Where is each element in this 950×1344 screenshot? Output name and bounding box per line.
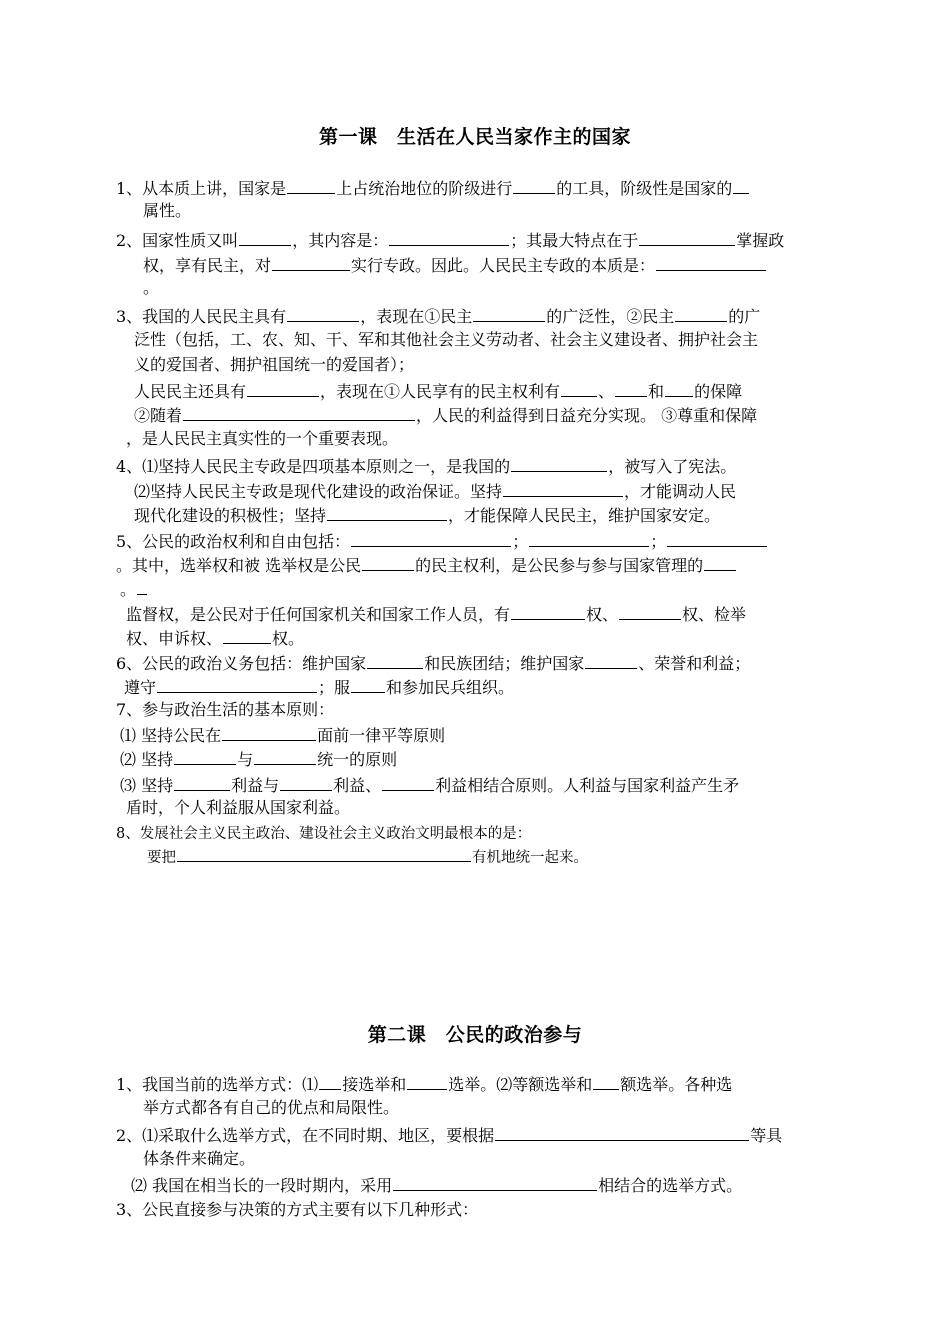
l1-q3-line2: 泛性（包括，工、农、知、干、军和其他社会主义劳动者、社会主义建设者、拥护社会主 <box>134 330 759 349</box>
blank[interactable] <box>382 772 434 791</box>
l1-q3-line5: ②随着 ，人民的利益得到日益充分实现。 ③尊重和保障 <box>134 402 757 428</box>
l1-q2-line2: 权，享有民主，对 实行专政。因此。人民民主专政的本质是： <box>143 252 767 278</box>
l1-q5-line2: 。其中，选举权和被 选举权是公民 的民主权利，是公民参与参与国家管理的 <box>116 552 737 578</box>
blank[interactable] <box>327 502 447 521</box>
blank[interactable] <box>503 478 623 497</box>
blank[interactable] <box>511 453 607 472</box>
blank[interactable] <box>254 746 316 765</box>
l1-q2-line3: 。 <box>143 278 160 297</box>
l1-q4-line1: 4、⑴坚持人民民主专政是四项基本原则之一，是我国的 ，被写入了宪法。 <box>116 453 736 479</box>
blank[interactable] <box>287 303 359 322</box>
l1-q6-line2: 遵守 ；服 和参加民兵组织。 <box>124 674 514 700</box>
blank[interactable] <box>222 722 316 741</box>
blank[interactable] <box>665 378 693 397</box>
blank[interactable] <box>639 227 735 246</box>
blank[interactable] <box>656 252 766 271</box>
l1-q3-line4: 人民民主还具有 ，表现在①人民享有的民主权利有 、 和 的保障 <box>134 378 742 404</box>
blank[interactable] <box>174 772 230 791</box>
l2-q1-line2: 举方式都各有自己的优点和局限性。 <box>143 1098 400 1117</box>
blank[interactable] <box>407 1071 447 1090</box>
blank[interactable] <box>239 227 291 246</box>
blank[interactable] <box>593 1071 619 1090</box>
blank[interactable] <box>174 746 236 765</box>
blank[interactable] <box>177 846 471 862</box>
l2-q1-line1: 1、我国当前的选举方式：⑴ 接选举和 选举。⑵等额选举和 额选举。各种选 <box>116 1071 732 1097</box>
blank[interactable] <box>280 772 332 791</box>
blank[interactable] <box>667 528 767 547</box>
blank[interactable] <box>473 303 545 322</box>
blank[interactable] <box>704 552 736 571</box>
blank[interactable] <box>585 650 637 669</box>
lesson1-title: 第一课 生活在人民当家作主的国家 <box>318 126 631 148</box>
blank[interactable] <box>223 625 271 644</box>
blank[interactable] <box>529 528 649 547</box>
l1-q5-line3: 。 <box>120 576 148 602</box>
blank[interactable] <box>137 576 147 595</box>
l2-q2-line2: 体条件来确定。 <box>143 1149 256 1168</box>
blank[interactable] <box>675 303 727 322</box>
l1-q7-line5: 盾时，个人利益服从国家利益。 <box>126 798 351 817</box>
blank[interactable] <box>495 1122 749 1141</box>
l1-q8-line2: 要把 有机地统一起来。 <box>147 846 588 870</box>
l1-q1-line1: 1、从本质上讲，国家是 上占统治地位的阶级进行 的工具，阶级性是国家的 <box>116 175 750 201</box>
l1-q5-line5: 权、申诉权、 权。 <box>126 625 304 651</box>
lesson2-title: 第二课 公民的政治参与 <box>367 1024 583 1046</box>
l1-q7-line1: 7、参与政治生活的基本原则： <box>116 700 335 719</box>
l1-q3-line6: ，是人民民主真实性的一个重要表现。 <box>126 429 399 448</box>
l2-q2-line3: ⑵ 我国在相当长的一段时期内，采用 相结合的选举方式。 <box>131 1172 742 1198</box>
blank[interactable] <box>319 1071 341 1090</box>
blank[interactable] <box>362 552 414 571</box>
blank[interactable] <box>247 378 319 397</box>
l1-q5-line4: 监督权，是公民对于任何国家机关和国家工作人员，有 权、 权、检举 <box>126 601 746 627</box>
blank[interactable] <box>351 528 511 547</box>
l2-q3-line1: 3、公民直接参与决策的方式主要有以下几种形式： <box>116 1200 479 1219</box>
blank[interactable] <box>287 175 335 194</box>
l1-q4-line3: 现代化建设的积极性；坚持 ，才能保障人民民主，维护国家安定。 <box>134 502 720 528</box>
blank[interactable] <box>272 252 350 271</box>
l1-q1-line2: 属性。 <box>143 201 192 220</box>
blank[interactable] <box>513 175 555 194</box>
blank[interactable] <box>561 378 597 397</box>
l1-q5-line1: 5、公民的政治权利和自由包括： ； ； <box>116 528 768 554</box>
blank[interactable] <box>393 1172 597 1191</box>
l1-q7-line2: ⑴ 坚持公民在 面前一律平等原则 <box>120 722 445 748</box>
blank[interactable] <box>511 601 585 620</box>
l1-q6-line1: 6、公民的政治义务包括：维护国家 和民族团结；维护国家 、荣誉和利益； <box>116 650 750 676</box>
l2-q2-line1: 2、⑴采取什么选举方式，在不同时期、地区，要根据 等具 <box>116 1122 782 1148</box>
l1-q7-line3: ⑵ 坚持 与 统一的原则 <box>120 746 397 772</box>
blank[interactable] <box>619 601 681 620</box>
l1-q4-line2: ⑵坚持人民民主专政是现代化建设的政治保证。坚持 ，才能调动人民 <box>134 478 736 504</box>
blank[interactable] <box>733 175 749 194</box>
blank[interactable] <box>615 378 647 397</box>
l1-q3-line1: 3、我国的人民民主具有 ，表现在①民主 的广泛性，②民主 的广 <box>116 303 760 329</box>
l1-q8-line1: 8、发展社会主义民主政治、建设社会主义政治文明最根本的是： <box>116 826 532 842</box>
blank[interactable] <box>351 674 385 693</box>
blank[interactable] <box>367 650 423 669</box>
blank[interactable] <box>183 402 415 421</box>
l1-q2-line1: 2、国家性质又叫 ，其内容是： ；其最大特点在于 掌握政 <box>116 227 784 253</box>
blank[interactable] <box>157 674 317 693</box>
l1-q3-line3: 义的爱国者、拥护祖国统一的爱国者）； <box>134 355 415 374</box>
blank[interactable] <box>389 227 509 246</box>
l1-q7-line4: ⑶ 坚持 利益与 利益、 利益相结合原则。人利益与国家利益产生矛 <box>120 772 739 798</box>
